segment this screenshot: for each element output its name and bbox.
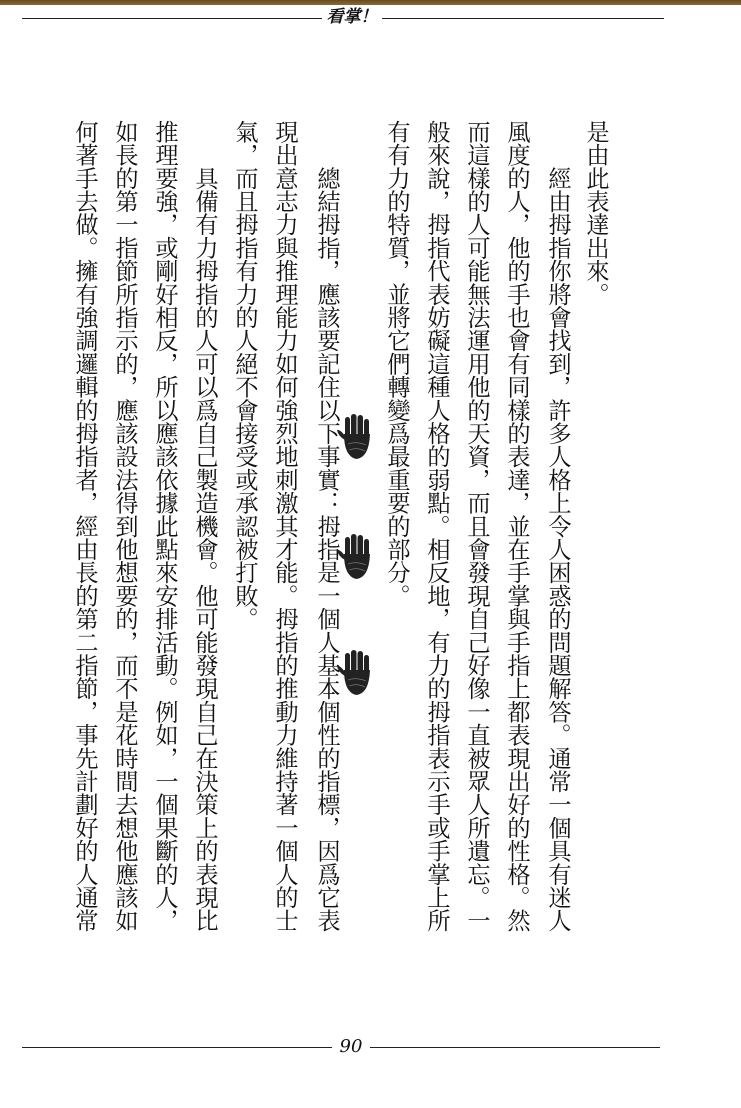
text-column: 是由此表達出來。 xyxy=(582,120,609,306)
text-column: 推理要強，或剛好相反，所以應該依據此點來安排活動。例如，一個果斷的人， xyxy=(151,120,178,932)
text-column: 有有力的特質，並將它們轉變爲最重要的部分。 xyxy=(383,120,410,608)
footer-rule-right xyxy=(370,1047,660,1048)
text-column: 經由拇指你將會找到，許多人格上令人困惑的問題解答。通常一個具有迷人 xyxy=(544,120,571,932)
text-column: 氣，而且拇指有力的人絕不會接受或承認被打敗。 xyxy=(231,120,258,631)
header-rule-left xyxy=(22,18,322,19)
text-column: 風度的人，他的手也會有同樣的表達，並在手掌與手指上都表現出好的性格。然 xyxy=(503,120,530,932)
top-decorative-band xyxy=(0,0,741,5)
text-column: 現出意志力與推理能力如何強烈地刺激其才能。拇指的推動力維持著一個人的士 xyxy=(271,120,298,932)
text-column: 而這樣的人可能無法運用他的天資，而且會發現自己好像一直被眾人所遺忘。一 xyxy=(463,120,490,932)
footer-rule-left xyxy=(22,1047,332,1048)
text-column: 具備有力拇指的人可以爲自己製造機會。他可能發現自己在決策上的表現比 xyxy=(191,120,218,932)
text-column: 般來說，拇指代表妨礙這種人格的弱點。相反地，有力的拇指表示手或手掌上所 xyxy=(423,120,450,932)
text-column: 何著手去做。擁有強調邏輯的拇指者，經由長的第二指節，事先計劃好的人通常 xyxy=(71,120,98,932)
hand-ornament-divider xyxy=(336,414,376,704)
text-column: 如長的第一指節所指示的，應該設法得到他想要的，而不是花時間去想他應該如 xyxy=(111,120,138,932)
hand-icon xyxy=(336,414,376,460)
hand-icon xyxy=(336,534,376,580)
page-number: 90 xyxy=(339,1036,363,1057)
hand-icon xyxy=(336,650,376,696)
header-rule-right xyxy=(382,18,664,19)
running-header-title: 看掌！ xyxy=(326,7,378,27)
text-column: 總結拇指，應該要記住以下事實：拇指是一個人基本個性的指標，因爲它表 xyxy=(313,120,340,932)
